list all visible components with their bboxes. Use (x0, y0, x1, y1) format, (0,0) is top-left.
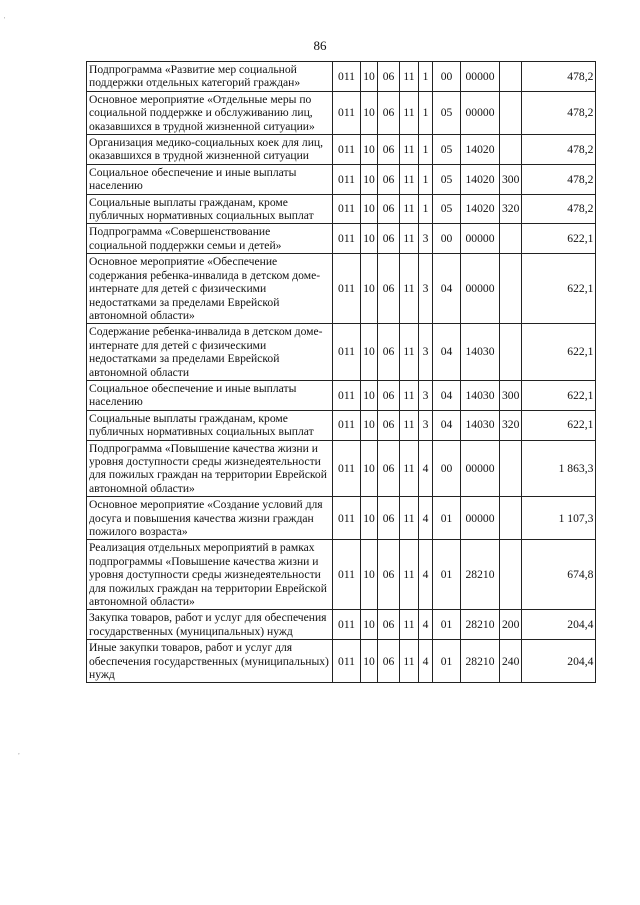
main-activity-code: 05 (433, 135, 461, 165)
table-row (87, 540, 596, 610)
subsection-code: 06 (378, 224, 400, 254)
ministry-code: 011 (333, 497, 361, 540)
subprogram-code: 1 (419, 135, 433, 165)
ministry-code: 011 (333, 324, 361, 381)
row-name: Реализация отдельных мероприятий в рамках подпрограммы «Повышение качества жизни и уровня доступности среды жизнедеятельности для пожилых граждан на территории Еврейской автономной области» (87, 540, 333, 610)
subprogram-code: 4 (419, 497, 433, 540)
subsection-code: 06 (378, 91, 400, 134)
row-name: Социальные выплаты гражданам, кроме публичных нормативных социальных выплат (87, 194, 333, 224)
program-code: 11 (400, 135, 419, 165)
program-code: 11 (400, 640, 419, 683)
subprogram-code: 4 (419, 640, 433, 683)
direction-code: 14030 (461, 380, 500, 410)
table-row (87, 410, 596, 440)
direction-code: 14020 (461, 135, 500, 165)
program-code: 11 (400, 254, 419, 324)
subsection-code: 06 (378, 380, 400, 410)
main-activity-code: 01 (433, 640, 461, 683)
program-code: 11 (400, 62, 419, 92)
program-code: 11 (400, 91, 419, 134)
expense-type-code (500, 224, 522, 254)
subsection-code: 06 (378, 164, 400, 194)
row-name: Закупка товаров, работ и услуг для обеспечения государственных (муниципальных) нужд (87, 610, 333, 640)
subsection-code: 06 (378, 194, 400, 224)
main-activity-code: 01 (433, 610, 461, 640)
program-code: 11 (400, 610, 419, 640)
section-code: 10 (361, 254, 378, 324)
subprogram-code: 3 (419, 410, 433, 440)
ministry-code: 011 (333, 254, 361, 324)
expense-type-code: 320 (500, 194, 522, 224)
expense-type-code: 200 (500, 610, 522, 640)
expense-type-code (500, 91, 522, 134)
main-activity-code: 01 (433, 497, 461, 540)
table-row (87, 610, 596, 640)
direction-code: 28210 (461, 610, 500, 640)
subsection-code: 06 (378, 135, 400, 165)
program-code: 11 (400, 497, 419, 540)
expense-type-code (500, 254, 522, 324)
ministry-code: 011 (333, 440, 361, 497)
program-code: 11 (400, 410, 419, 440)
table-row (87, 440, 596, 497)
direction-code: 28210 (461, 540, 500, 610)
amount: 622,1 (522, 254, 596, 324)
program-code: 11 (400, 540, 419, 610)
program-code: 11 (400, 440, 419, 497)
main-activity-code: 04 (433, 380, 461, 410)
program-code: 11 (400, 164, 419, 194)
direction-code: 00000 (461, 497, 500, 540)
amount: 622,1 (522, 380, 596, 410)
subprogram-code: 4 (419, 610, 433, 640)
amount: 1 863,3 (522, 440, 596, 497)
amount: 478,2 (522, 164, 596, 194)
main-activity-code: 01 (433, 540, 461, 610)
expense-type-code (500, 62, 522, 92)
amount: 478,2 (522, 91, 596, 134)
amount: 622,1 (522, 224, 596, 254)
amount: 478,2 (522, 194, 596, 224)
subprogram-code: 1 (419, 62, 433, 92)
direction-code: 14030 (461, 410, 500, 440)
scan-mark: , (18, 748, 20, 756)
budget-table (86, 61, 596, 683)
subsection-code: 06 (378, 62, 400, 92)
table-row (87, 194, 596, 224)
section-code: 10 (361, 194, 378, 224)
section-code: 10 (361, 640, 378, 683)
subsection-code: 06 (378, 324, 400, 381)
ministry-code: 011 (333, 135, 361, 165)
section-code: 10 (361, 91, 378, 134)
direction-code: 00000 (461, 440, 500, 497)
section-code: 10 (361, 135, 378, 165)
main-activity-code: 05 (433, 194, 461, 224)
ministry-code: 011 (333, 224, 361, 254)
subsection-code: 06 (378, 410, 400, 440)
subprogram-code: 1 (419, 91, 433, 134)
subprogram-code: 4 (419, 440, 433, 497)
amount: 204,4 (522, 640, 596, 683)
direction-code: 14020 (461, 194, 500, 224)
program-code: 11 (400, 194, 419, 224)
section-code: 10 (361, 380, 378, 410)
program-code: 11 (400, 324, 419, 381)
subprogram-code: 3 (419, 254, 433, 324)
ministry-code: 011 (333, 610, 361, 640)
expense-type-code (500, 324, 522, 381)
section-code: 10 (361, 497, 378, 540)
expense-type-code (500, 440, 522, 497)
row-name: Социальные выплаты гражданам, кроме публичных нормативных социальных выплат (87, 410, 333, 440)
direction-code: 28210 (461, 640, 500, 683)
subprogram-code: 4 (419, 540, 433, 610)
amount: 478,2 (522, 135, 596, 165)
table-row (87, 380, 596, 410)
row-name: Содержание ребенка-инвалида в детском доме-интернате для детей с физическими недостатками за пределами Еврейской автономной области (87, 324, 333, 381)
direction-code: 00000 (461, 254, 500, 324)
subprogram-code: 3 (419, 324, 433, 381)
section-code: 10 (361, 164, 378, 194)
table-body (87, 62, 596, 683)
row-name: Подпрограмма «Развитие мер социальной поддержки отдельных категорий граждан» (87, 62, 333, 92)
amount: 622,1 (522, 324, 596, 381)
amount: 478,2 (522, 62, 596, 92)
main-activity-code: 05 (433, 91, 461, 134)
section-code: 10 (361, 410, 378, 440)
row-name: Подпрограмма «Повышение качества жизни и уровня доступности среды жизнедеятельности для пожилых граждан на территории Еврейской автономной области» (87, 440, 333, 497)
table-row (87, 135, 596, 165)
main-activity-code: 00 (433, 440, 461, 497)
expense-type-code (500, 135, 522, 165)
table-row (87, 164, 596, 194)
main-activity-code: 00 (433, 224, 461, 254)
expense-type-code: 300 (500, 380, 522, 410)
expense-type-code: 300 (500, 164, 522, 194)
ministry-code: 011 (333, 410, 361, 440)
main-activity-code: 04 (433, 254, 461, 324)
ministry-code: 011 (333, 380, 361, 410)
row-name: Основное мероприятие «Создание условий для досуга и повышения качества жизни граждан пожилого возраста» (87, 497, 333, 540)
page-number: 86 (313, 38, 327, 53)
main-activity-code: 04 (433, 324, 461, 381)
row-name: Иные закупки товаров, работ и услуг для обеспечения государственных (муниципальных) нужд (87, 640, 333, 683)
section-code: 10 (361, 610, 378, 640)
ministry-code: 011 (333, 62, 361, 92)
subsection-code: 06 (378, 610, 400, 640)
table-row (87, 62, 596, 92)
subprogram-code: 1 (419, 164, 433, 194)
amount: 622,1 (522, 410, 596, 440)
row-name: Подпрограмма «Совершенствование социальной поддержки семьи и детей» (87, 224, 333, 254)
row-name: Социальное обеспечение и иные выплаты населению (87, 380, 333, 410)
direction-code: 00000 (461, 62, 500, 92)
table-row (87, 254, 596, 324)
section-code: 10 (361, 224, 378, 254)
row-name: Основное мероприятие «Отдельные меры по социальной поддержке и обслуживанию лиц, оказавшихся в трудной жизненной ситуации» (87, 91, 333, 134)
amount: 1 107,3 (522, 497, 596, 540)
subsection-code: 06 (378, 497, 400, 540)
table-row (87, 224, 596, 254)
table-row (87, 497, 596, 540)
amount: 204,4 (522, 610, 596, 640)
row-name: Основное мероприятие «Обеспечение содержания ребенка-инвалида в детском доме-интернате для детей с физическими недостатками за пределами Еврейской автономной области» (87, 254, 333, 324)
main-activity-code: 00 (433, 62, 461, 92)
direction-code: 14030 (461, 324, 500, 381)
direction-code: 00000 (461, 224, 500, 254)
subsection-code: 06 (378, 254, 400, 324)
section-code: 10 (361, 62, 378, 92)
main-activity-code: 05 (433, 164, 461, 194)
section-code: 10 (361, 324, 378, 381)
ministry-code: 011 (333, 540, 361, 610)
subprogram-code: 3 (419, 380, 433, 410)
subsection-code: 06 (378, 640, 400, 683)
row-name: Организация медико-социальных коек для лиц, оказавшихся в трудной жизненной ситуации (87, 135, 333, 165)
ministry-code: 011 (333, 164, 361, 194)
subprogram-code: 1 (419, 194, 433, 224)
amount: 674,8 (522, 540, 596, 610)
direction-code: 00000 (461, 91, 500, 134)
expense-type-code: 320 (500, 410, 522, 440)
section-code: 10 (361, 440, 378, 497)
row-name: Социальное обеспечение и иные выплаты населению (87, 164, 333, 194)
table-row (87, 324, 596, 381)
direction-code: 14020 (461, 164, 500, 194)
main-activity-code: 04 (433, 410, 461, 440)
subprogram-code: 3 (419, 224, 433, 254)
expense-type-code (500, 497, 522, 540)
expense-type-code (500, 540, 522, 610)
table-row (87, 91, 596, 134)
subsection-code: 06 (378, 540, 400, 610)
ministry-code: 011 (333, 640, 361, 683)
ministry-code: 011 (333, 91, 361, 134)
table-row (87, 640, 596, 683)
ministry-code: 011 (333, 194, 361, 224)
section-code: 10 (361, 540, 378, 610)
scan-mark: ' (4, 16, 6, 24)
expense-type-code: 240 (500, 640, 522, 683)
program-code: 11 (400, 380, 419, 410)
program-code: 11 (400, 224, 419, 254)
subsection-code: 06 (378, 440, 400, 497)
